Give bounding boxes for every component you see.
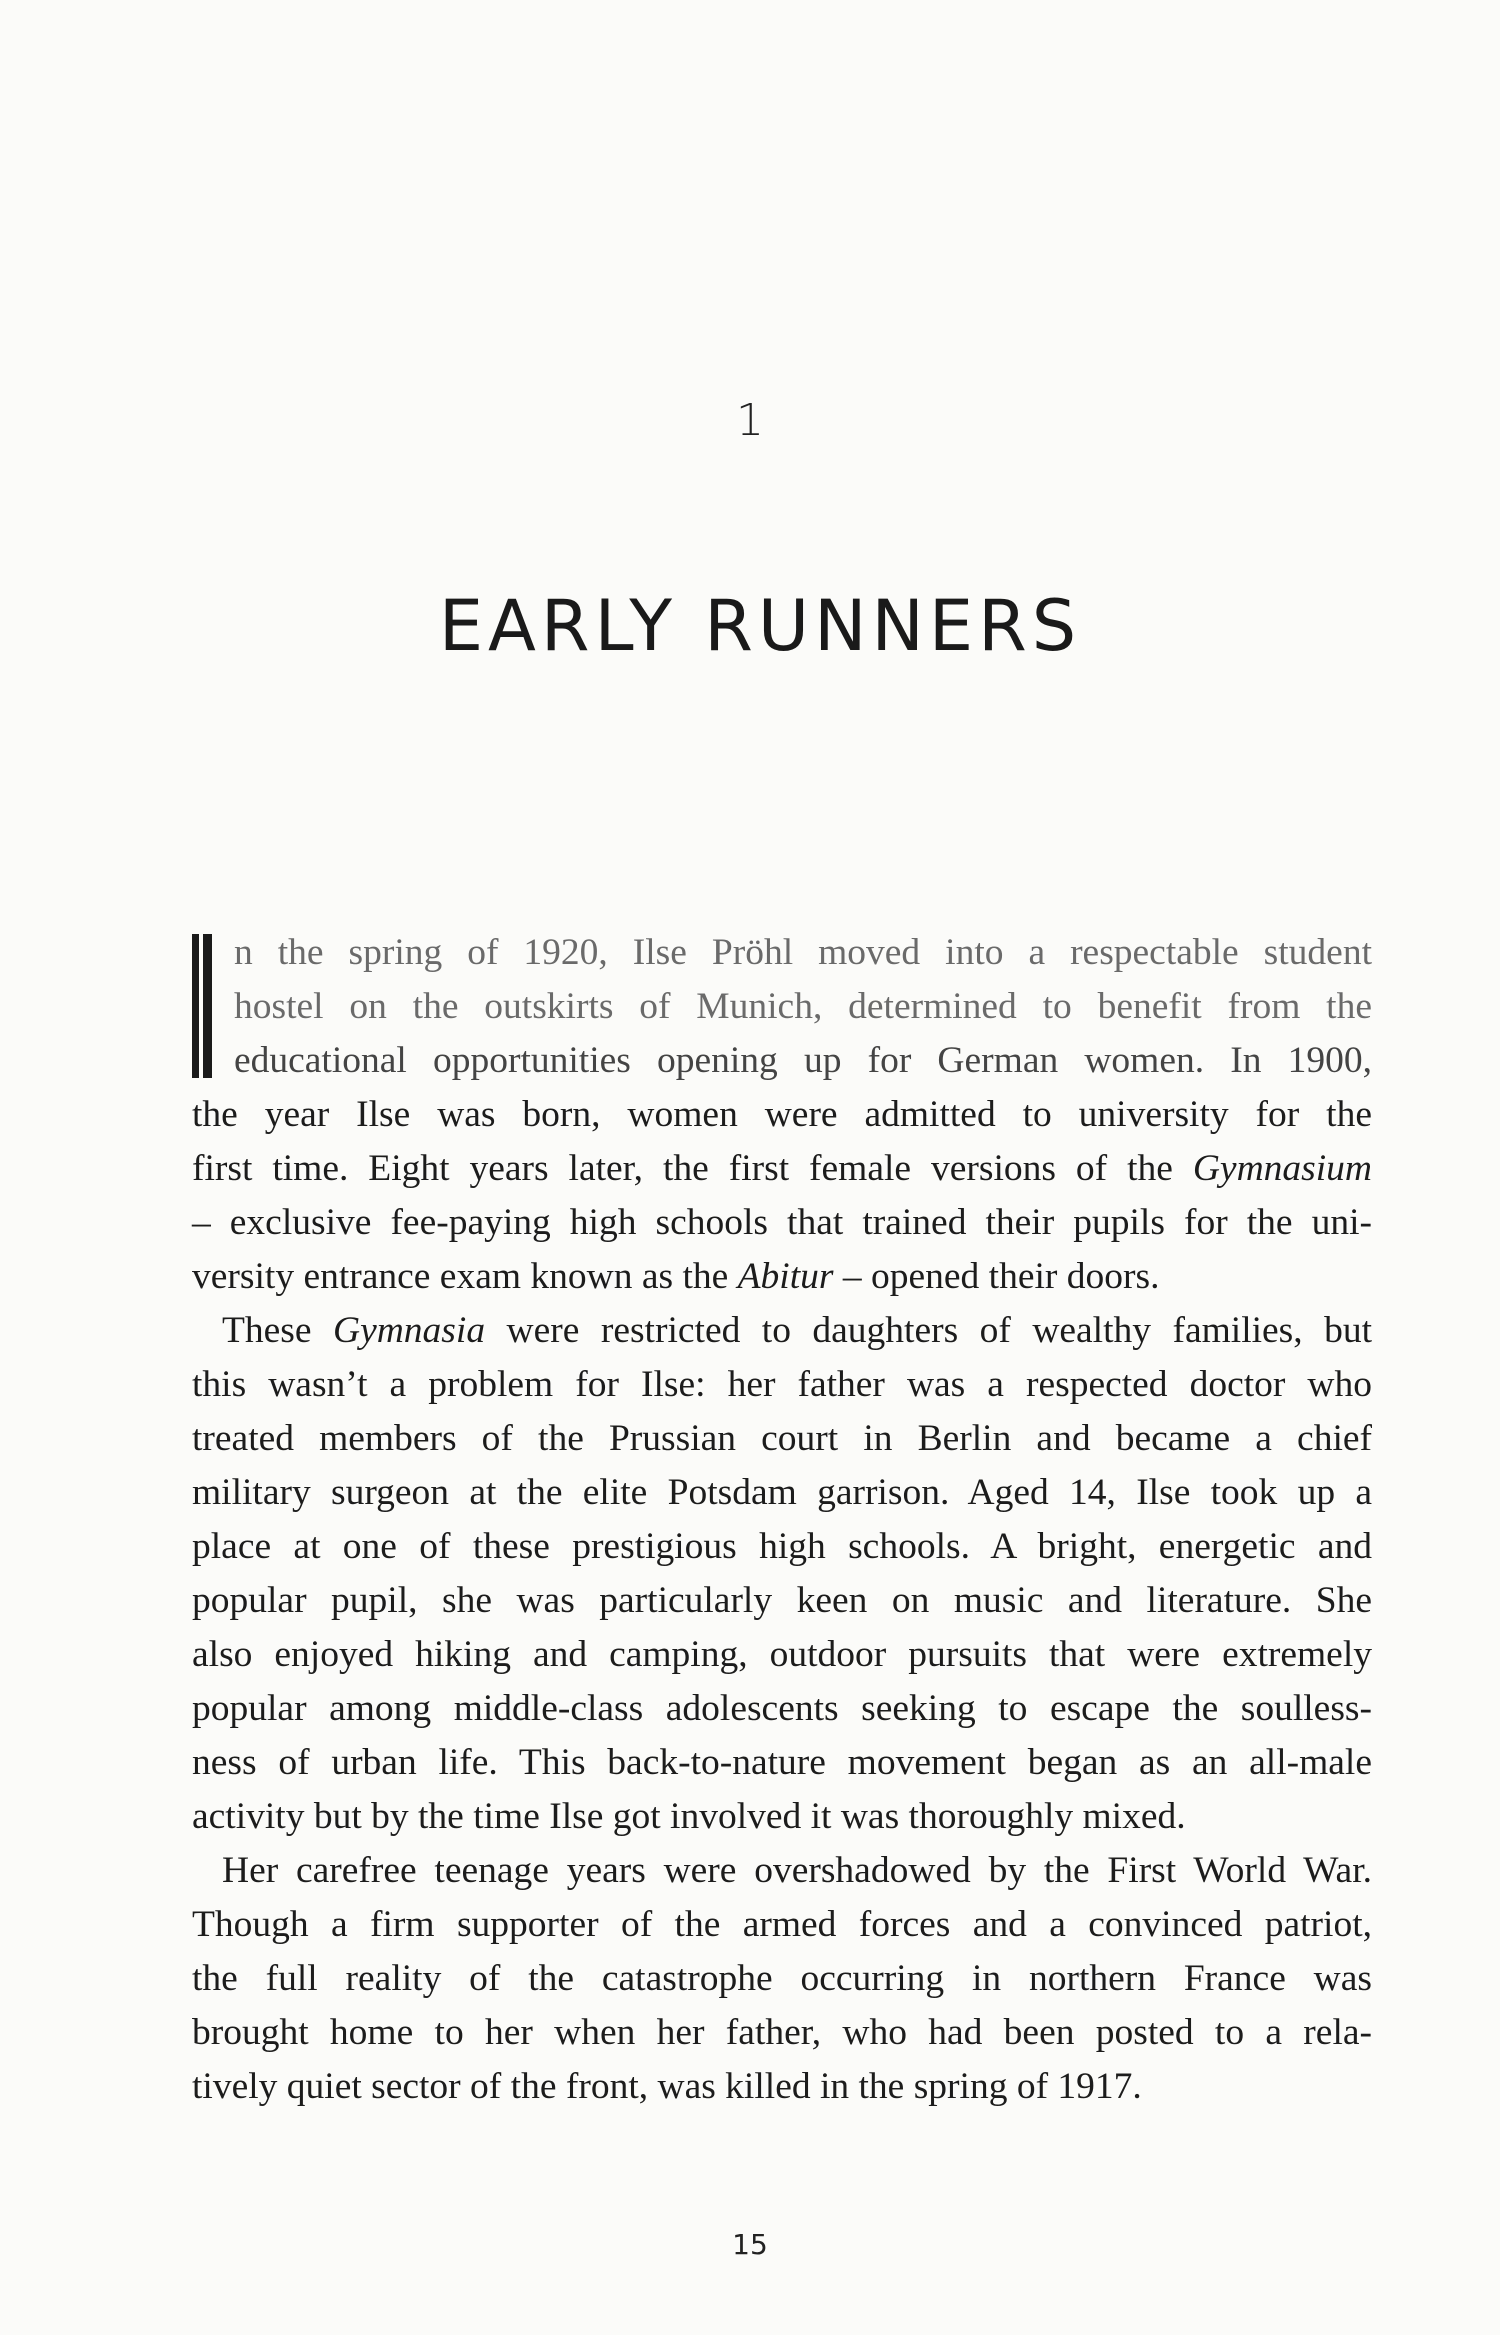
text-line: These Gymnasia were restricted to daughters of wealthy families, but [222,1310,1373,1351]
text-line: popular among middle-class adolescents seeking to escape the soulless- [192,1688,1372,1729]
page-number: 15 [732,2228,768,2261]
text-line: first time. Eight years later, the first female versions of the Gymnasium [192,1148,1372,1189]
dropcap-letter [192,934,212,1078]
paragraph-1 [192,926,1372,1304]
text-line: military surgeon at the elite Potsdam garrison. Aged 14, Ilse took up a [192,1472,1372,1513]
body-text [192,926,1372,2114]
text-line: hostel on the outskirts of Munich, determined to benefit from the [234,986,1372,1027]
text-line: the full reality of the catastrophe occurring in northern France was [192,1958,1372,1999]
text-line: Her carefree teenage years were overshadowed by the First World War. [222,1850,1372,1891]
text-line: ness of urban life. This back-to-nature movement began as an all-male [192,1742,1372,1783]
text-line: place at one of these prestigious high schools. A bright, energetic and [192,1526,1372,1567]
chapter-title: EARLY RUNNERS [438,585,1082,667]
text-line: the year Ilse was born, women were admitted to university for the [192,1094,1372,1135]
text-line: n the spring of 1920, Ilse Pröhl moved into a respectable student [234,932,1372,973]
paragraph-2 [192,1304,1372,1844]
text-line: Though a firm supporter of the armed forces and a convinced patriot, [192,1904,1372,1945]
paragraph-3 [192,1844,1372,2114]
text-line: tively quiet sector of the front, was killed in the spring of 1917. [192,2066,1142,2107]
text-line: this wasn’t a problem for Ilse: her father was a respected doctor who [192,1364,1372,1405]
text-line: popular pupil, she was particularly keen on music and literature. She [192,1580,1372,1621]
text-line: – exclusive fee-paying high schools that trained their pupils for the uni- [192,1202,1372,1243]
text-line: treated members of the Prussian court in Berlin and became a chief [192,1418,1372,1459]
text-line: brought home to her when her father, who had been posted to a rela- [192,2012,1372,2053]
chapter-number: 1 [736,395,764,446]
text-line: activity but by the time Ilse got involved it was thoroughly mixed. [192,1796,1186,1837]
text-line: also enjoyed hiking and camping, outdoor pursuits that were extremely [192,1634,1372,1675]
text-line: versity entrance exam known as the Abitur – opened their doors. [192,1256,1160,1297]
text-line: educational opportunities opening up for German women. In 1900, [234,1040,1372,1081]
